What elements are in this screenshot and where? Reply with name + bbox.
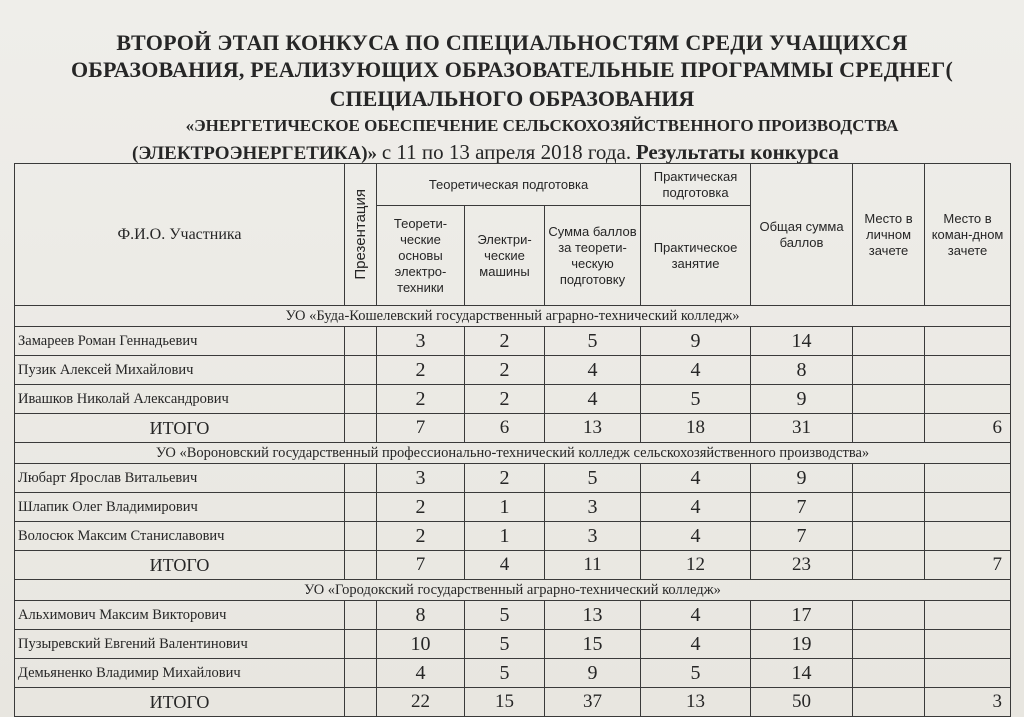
total-label: ИТОГО [15,414,345,443]
table-row [15,630,1011,659]
score-machines: 2 [465,356,545,385]
personal-place-cell [853,659,925,688]
col-machines-header: Электри-ческие машины [465,206,545,306]
table-row [15,659,1011,688]
title-line-4: «ЭНЕРГЕТИЧЕСКОЕ ОБЕСПЕЧЕНИЕ СЕЛЬСКОХОЗЯЙСТВЕННОГО ПРОИЗВОДСТВА [185,116,899,135]
col-team-place-header: Место в коман-дном зачете [925,164,1011,306]
total-total: 50 [751,688,853,717]
org-name: УО «Вороновский государственный профессионально-технический колледж сельскохозяйственного производства» [15,443,1011,464]
presentation-cell [345,327,377,356]
presentation-label: Презентация [351,189,369,280]
team-place-cell [925,327,1011,356]
score-machines: 2 [465,464,545,493]
team-place-cell [925,356,1011,385]
total-basics: 7 [377,551,465,580]
col-personal-place-header: Место в личном зачете [853,164,925,306]
table-row [15,493,1011,522]
participant-name: Альхимович Максим Викторович [15,601,345,630]
team-place-cell [925,522,1011,551]
col-total-header: Общая сумма баллов [751,164,853,306]
col-practice-group-header: Практическая подготовка [641,164,751,206]
total-practice: 12 [641,551,751,580]
presentation-cell [345,630,377,659]
participant-name: Шлапик Олег Владимирович [15,493,345,522]
score-machines: 1 [465,493,545,522]
score-machines: 5 [465,601,545,630]
total-machines: 6 [465,414,545,443]
participant-name: Демьяненко Владимир Михайлович [15,659,345,688]
personal-place-cell [853,688,925,717]
org-name: УО «Буда-Кошелевский государственный аграрно-технический колледж» [15,306,1011,327]
score-sum: 9 [545,659,641,688]
score-machines: 5 [465,630,545,659]
score-basics: 3 [377,464,465,493]
table-row [15,385,1011,414]
score-practice: 9 [641,327,751,356]
table-row [15,356,1011,385]
score-practice: 4 [641,601,751,630]
participant-name: Волосюк Максим Станиславович [15,522,345,551]
total-basics: 22 [377,688,465,717]
col-name-header: Ф.И.О. Участника [15,164,345,306]
score-sum: 13 [545,601,641,630]
score-practice: 4 [641,356,751,385]
col-theory-group-header: Теоретическая подготовка [377,164,641,206]
personal-place-cell [853,385,925,414]
team-place: 3 [925,688,1011,717]
total-row [15,688,1011,717]
results-table [14,163,1011,717]
total-machines: 15 [465,688,545,717]
score-practice: 4 [641,522,751,551]
col-presentation-header [345,164,377,306]
team-place-cell [925,464,1011,493]
score-basics: 4 [377,659,465,688]
total-label: ИТОГО [15,551,345,580]
presentation-cell [345,659,377,688]
personal-place-cell [853,464,925,493]
personal-place-cell [853,356,925,385]
col-theory-sum-header: Сумма баллов за теорети-ческую подготовку [545,206,641,306]
team-place: 7 [925,551,1011,580]
title-results: Результаты конкурса [635,140,839,164]
score-practice: 4 [641,630,751,659]
presentation-cell [345,356,377,385]
team-place: 6 [925,414,1011,443]
score-machines: 2 [465,385,545,414]
score-total: 7 [751,522,853,551]
presentation-cell [345,414,377,443]
table-row [15,522,1011,551]
total-label: ИТОГО [15,688,345,717]
total-sum: 37 [545,688,641,717]
score-basics: 3 [377,327,465,356]
presentation-cell [345,688,377,717]
total-practice: 13 [641,688,751,717]
org-header-row [15,580,1011,601]
title-line-1: ВТОРОЙ ЭТАП КОНКУСА ПО СПЕЦИАЛЬНОСТЯМ СРЕДИ УЧАЩИХСЯ [116,30,908,55]
col-practice-header: Практическое занятие [641,206,751,306]
score-sum: 4 [545,385,641,414]
table-row [15,327,1011,356]
team-place-cell [925,493,1011,522]
score-sum: 3 [545,522,641,551]
personal-place-cell [853,414,925,443]
total-total: 31 [751,414,853,443]
org-header-row [15,443,1011,464]
score-total: 14 [751,327,853,356]
title-specialty: (ЭЛЕКТРОЭНЕРГЕТИКА)» [132,143,378,164]
total-sum: 13 [545,414,641,443]
total-row [15,414,1011,443]
col-basics-header: Теорети-ческие основы электро-техники [377,206,465,306]
score-practice: 4 [641,493,751,522]
presentation-cell [345,385,377,414]
total-sum: 11 [545,551,641,580]
personal-place-cell [853,493,925,522]
score-machines: 2 [465,327,545,356]
team-place-cell [925,630,1011,659]
participant-name: Замареев Роман Геннадьевич [15,327,345,356]
total-machines: 4 [465,551,545,580]
title-line-2: ОБРАЗОВАНИЯ, РЕАЛИЗУЮЩИХ ОБРАЗОВАТЕЛЬНЫЕ ПРОГРАММЫ СРЕДНЕГ( [71,57,953,82]
score-sum: 3 [545,493,641,522]
presentation-cell [345,464,377,493]
total-total: 23 [751,551,853,580]
score-total: 8 [751,356,853,385]
total-row [15,551,1011,580]
presentation-cell [345,522,377,551]
participant-name: Пузик Алексей Михайлович [15,356,345,385]
presentation-cell [345,601,377,630]
total-practice: 18 [641,414,751,443]
org-name: УО «Городокский государственный аграрно-технический колледж» [15,580,1011,601]
score-basics: 2 [377,385,465,414]
score-total: 19 [751,630,853,659]
score-basics: 2 [377,356,465,385]
title-date: с 11 по 13 апреля 2018 года. [381,140,632,164]
score-total: 7 [751,493,853,522]
participant-name: Пузыревский Евгений Валентинович [15,630,345,659]
score-total: 9 [751,385,853,414]
presentation-cell [345,551,377,580]
team-place-cell [925,601,1011,630]
score-sum: 15 [545,630,641,659]
score-practice: 4 [641,464,751,493]
score-machines: 5 [465,659,545,688]
personal-place-cell [853,630,925,659]
table-row [15,464,1011,493]
personal-place-cell [853,522,925,551]
score-total: 14 [751,659,853,688]
total-basics: 7 [377,414,465,443]
participant-name: Любарт Ярослав Витальевич [15,464,345,493]
score-basics: 2 [377,522,465,551]
score-basics: 10 [377,630,465,659]
score-practice: 5 [641,385,751,414]
score-basics: 8 [377,601,465,630]
score-sum: 5 [545,464,641,493]
org-header-row [15,306,1011,327]
title-line-5 [50,140,1024,165]
score-total: 17 [751,601,853,630]
team-place-cell [925,385,1011,414]
score-machines: 1 [465,522,545,551]
personal-place-cell [853,601,925,630]
presentation-cell [345,493,377,522]
score-basics: 2 [377,493,465,522]
personal-place-cell [853,327,925,356]
title-line-3: СПЕЦИАЛЬНОГО ОБРАЗОВАНИЯ [329,86,695,111]
personal-place-cell [853,551,925,580]
participant-name: Ивашков Николай Александрович [15,385,345,414]
score-sum: 4 [545,356,641,385]
team-place-cell [925,659,1011,688]
table-row [15,601,1011,630]
score-practice: 5 [641,659,751,688]
score-total: 9 [751,464,853,493]
score-sum: 5 [545,327,641,356]
results-body [15,306,1011,717]
